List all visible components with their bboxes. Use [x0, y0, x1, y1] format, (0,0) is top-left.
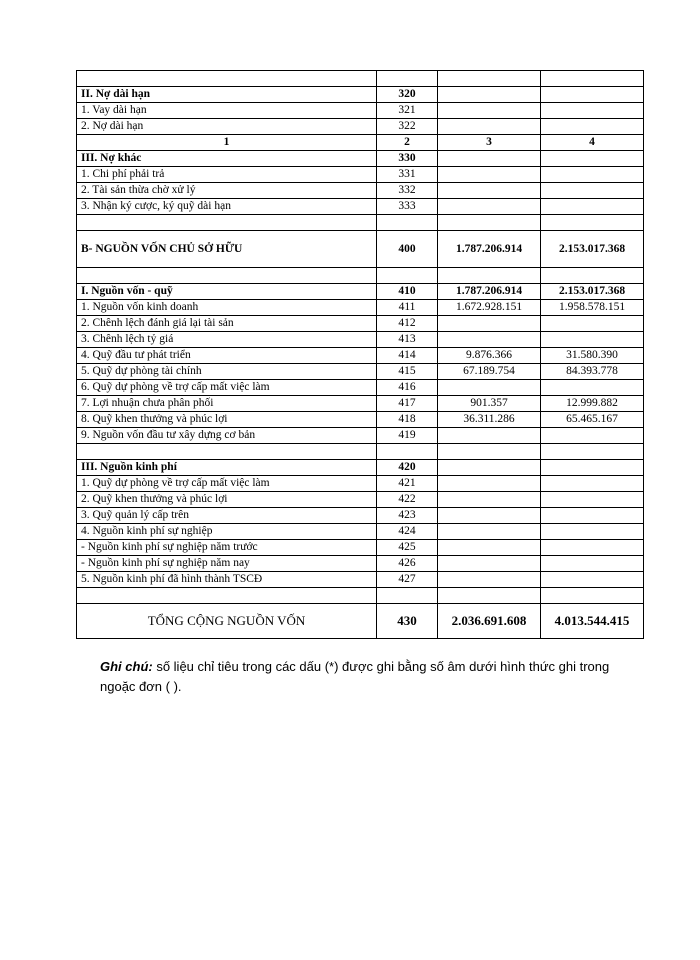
row-code: 412	[377, 316, 438, 332]
row-value-col4: 84.393.778	[541, 364, 644, 380]
column-number-3: 3	[438, 135, 541, 151]
row-label: 4. Quỹ đầu tư phát triển	[77, 348, 377, 364]
table-row	[77, 364, 644, 380]
table-row	[77, 380, 644, 396]
column-number-2: 2	[377, 135, 438, 151]
row-value-col4	[541, 316, 644, 332]
row-code: 321	[377, 103, 438, 119]
row-value-col3: 901.357	[438, 396, 541, 412]
row-value-col3	[438, 492, 541, 508]
row-code: 332	[377, 183, 438, 199]
row-value-col4	[541, 508, 644, 524]
row-label	[77, 71, 377, 87]
row-value-col3: 1.787.206.914	[438, 284, 541, 300]
row-value-col4	[541, 103, 644, 119]
row-label: 5. Nguồn kinh phí đã hình thành TSCĐ	[77, 572, 377, 588]
spacer-cell	[438, 444, 541, 460]
row-value-col3	[438, 87, 541, 103]
row-code: 419	[377, 428, 438, 444]
row-value-col4	[541, 332, 644, 348]
row-value-col3	[438, 103, 541, 119]
footnote-text: số liệu chỉ tiêu trong các dấu (*) được ghi bằng số âm dưới hình thức ghi trong ngoặc đơn ( ).	[100, 659, 610, 694]
section-b-value-col4: 2.153.017.368	[541, 231, 644, 268]
row-value-col3	[438, 183, 541, 199]
row-code: 427	[377, 572, 438, 588]
row-value-col3: 36.311.286	[438, 412, 541, 428]
section-b-row	[77, 231, 644, 268]
row-value-col4	[541, 524, 644, 540]
total-value-col4: 4.013.544.415	[541, 604, 644, 639]
spacer-cell	[377, 444, 438, 460]
row-code: 417	[377, 396, 438, 412]
section-b-label: B- NGUỒN VỐN CHỦ SỞ HỮU	[77, 231, 377, 268]
column-number-1: 1	[77, 135, 377, 151]
row-value-col3	[438, 428, 541, 444]
row-label: - Nguồn kinh phí sự nghiệp năm nay	[77, 556, 377, 572]
row-value-col3	[438, 572, 541, 588]
section-b-code: 400	[377, 231, 438, 268]
table-row	[77, 348, 644, 364]
spacer-cell	[438, 215, 541, 231]
row-code: 331	[377, 167, 438, 183]
table-row	[77, 71, 644, 87]
row-value-col4	[541, 119, 644, 135]
row-label: III. Nợ khác	[77, 151, 377, 167]
footnote	[100, 657, 640, 697]
total-row	[77, 604, 644, 639]
table-row	[77, 167, 644, 183]
row-label: 1. Chi phí phải trả	[77, 167, 377, 183]
row-code: 410	[377, 284, 438, 300]
footnote-label: Ghi chú:	[100, 659, 153, 674]
row-value-col4	[541, 556, 644, 572]
row-value-col4	[541, 572, 644, 588]
row-label: 4. Nguồn kinh phí sự nghiệp	[77, 524, 377, 540]
table-row	[77, 572, 644, 588]
table-row	[77, 396, 644, 412]
row-code: 426	[377, 556, 438, 572]
table-body	[77, 71, 644, 639]
row-label: 5. Quỹ dự phòng tài chính	[77, 364, 377, 380]
table-row	[77, 199, 644, 215]
row-value-col4	[541, 476, 644, 492]
row-value-col3	[438, 119, 541, 135]
row-label: 2. Tài sản thừa chờ xử lý	[77, 183, 377, 199]
column-number-4: 4	[541, 135, 644, 151]
row-label: 9. Nguồn vốn đầu tư xây dựng cơ bản	[77, 428, 377, 444]
spacer-row	[77, 588, 644, 604]
row-value-col3	[438, 460, 541, 476]
table-row	[77, 524, 644, 540]
row-label: 1. Vay dài hạn	[77, 103, 377, 119]
table-row	[77, 540, 644, 556]
row-label: I. Nguồn vốn - quỹ	[77, 284, 377, 300]
row-label: II. Nợ dài hạn	[77, 87, 377, 103]
row-value-col3	[438, 524, 541, 540]
spacer-cell	[541, 215, 644, 231]
row-code: 421	[377, 476, 438, 492]
row-value-col4	[541, 71, 644, 87]
table-row	[77, 556, 644, 572]
row-value-col3	[438, 316, 541, 332]
row-code: 330	[377, 151, 438, 167]
row-value-col4	[541, 380, 644, 396]
row-label: 2. Chênh lệch đánh giá lại tài sản	[77, 316, 377, 332]
table-row	[77, 476, 644, 492]
row-code: 423	[377, 508, 438, 524]
row-label: 2. Quỹ khen thưởng và phúc lợi	[77, 492, 377, 508]
row-code: 411	[377, 300, 438, 316]
spacer-cell	[438, 268, 541, 284]
row-code: 415	[377, 364, 438, 380]
row-value-col4	[541, 167, 644, 183]
table-row	[77, 428, 644, 444]
table-row	[77, 492, 644, 508]
row-code: 422	[377, 492, 438, 508]
row-value-col3	[438, 508, 541, 524]
spacer-cell	[438, 588, 541, 604]
row-label: 1. Nguồn vốn kinh doanh	[77, 300, 377, 316]
row-label: 3. Chênh lệch tỷ giá	[77, 332, 377, 348]
balance-sheet-table	[76, 70, 644, 639]
spacer-row	[77, 215, 644, 231]
table-row	[77, 460, 644, 476]
row-value-col4	[541, 428, 644, 444]
row-value-col3: 9.876.366	[438, 348, 541, 364]
column-number-header	[77, 135, 644, 151]
table-row	[77, 183, 644, 199]
row-value-col4: 65.465.167	[541, 412, 644, 428]
total-code: 430	[377, 604, 438, 639]
row-label: - Nguồn kinh phí sự nghiệp năm trước	[77, 540, 377, 556]
row-label: 8. Quỹ khen thưởng và phúc lợi	[77, 412, 377, 428]
table-row	[77, 300, 644, 316]
row-code: 424	[377, 524, 438, 540]
spacer-cell	[77, 215, 377, 231]
spacer-row	[77, 268, 644, 284]
row-value-col4: 12.999.882	[541, 396, 644, 412]
row-code: 322	[377, 119, 438, 135]
row-value-col3	[438, 199, 541, 215]
table-row	[77, 87, 644, 103]
row-label: 3. Quỹ quản lý cấp trên	[77, 508, 377, 524]
row-code: 414	[377, 348, 438, 364]
row-value-col4: 31.580.390	[541, 348, 644, 364]
row-value-col4	[541, 492, 644, 508]
spacer-cell	[77, 268, 377, 284]
row-value-col4: 2.153.017.368	[541, 284, 644, 300]
row-value-col3	[438, 380, 541, 396]
spacer-cell	[541, 588, 644, 604]
row-code: 416	[377, 380, 438, 396]
spacer-row	[77, 444, 644, 460]
row-code: 413	[377, 332, 438, 348]
row-label: 1. Quỹ dự phòng về trợ cấp mất việc làm	[77, 476, 377, 492]
row-code: 333	[377, 199, 438, 215]
total-label: TỔNG CỘNG NGUỒN VỐN	[77, 604, 377, 639]
table-row	[77, 284, 644, 300]
row-value-col3	[438, 540, 541, 556]
table-row	[77, 103, 644, 119]
row-code	[377, 71, 438, 87]
spacer-cell	[377, 268, 438, 284]
spacer-cell	[377, 215, 438, 231]
row-code: 425	[377, 540, 438, 556]
row-code: 420	[377, 460, 438, 476]
row-value-col3	[438, 476, 541, 492]
section-b-value-col3: 1.787.206.914	[438, 231, 541, 268]
row-value-col3: 67.189.754	[438, 364, 541, 380]
spacer-cell	[77, 588, 377, 604]
table-row	[77, 316, 644, 332]
row-value-col3	[438, 71, 541, 87]
row-value-col3	[438, 167, 541, 183]
table-row	[77, 508, 644, 524]
table-row	[77, 151, 644, 167]
row-label: 3. Nhận ký cược, ký quỹ dài hạn	[77, 199, 377, 215]
spacer-cell	[541, 444, 644, 460]
total-value-col3: 2.036.691.608	[438, 604, 541, 639]
row-value-col4	[541, 183, 644, 199]
row-code: 320	[377, 87, 438, 103]
row-value-col3	[438, 556, 541, 572]
spacer-cell	[377, 588, 438, 604]
row-value-col4	[541, 151, 644, 167]
row-value-col4	[541, 199, 644, 215]
table-row	[77, 412, 644, 428]
spacer-cell	[541, 268, 644, 284]
row-label: 2. Nợ dài hạn	[77, 119, 377, 135]
row-label: 7. Lợi nhuận chưa phân phối	[77, 396, 377, 412]
row-label: III. Nguồn kinh phí	[77, 460, 377, 476]
row-code: 418	[377, 412, 438, 428]
row-value-col4	[541, 460, 644, 476]
row-value-col4	[541, 87, 644, 103]
row-value-col3	[438, 151, 541, 167]
row-value-col4: 1.958.578.151	[541, 300, 644, 316]
row-value-col4	[541, 540, 644, 556]
row-label: 6. Quỹ dự phòng về trợ cấp mất việc làm	[77, 380, 377, 396]
spacer-cell	[77, 444, 377, 460]
row-value-col3: 1.672.928.151	[438, 300, 541, 316]
table-row	[77, 332, 644, 348]
table-row	[77, 119, 644, 135]
row-value-col3	[438, 332, 541, 348]
